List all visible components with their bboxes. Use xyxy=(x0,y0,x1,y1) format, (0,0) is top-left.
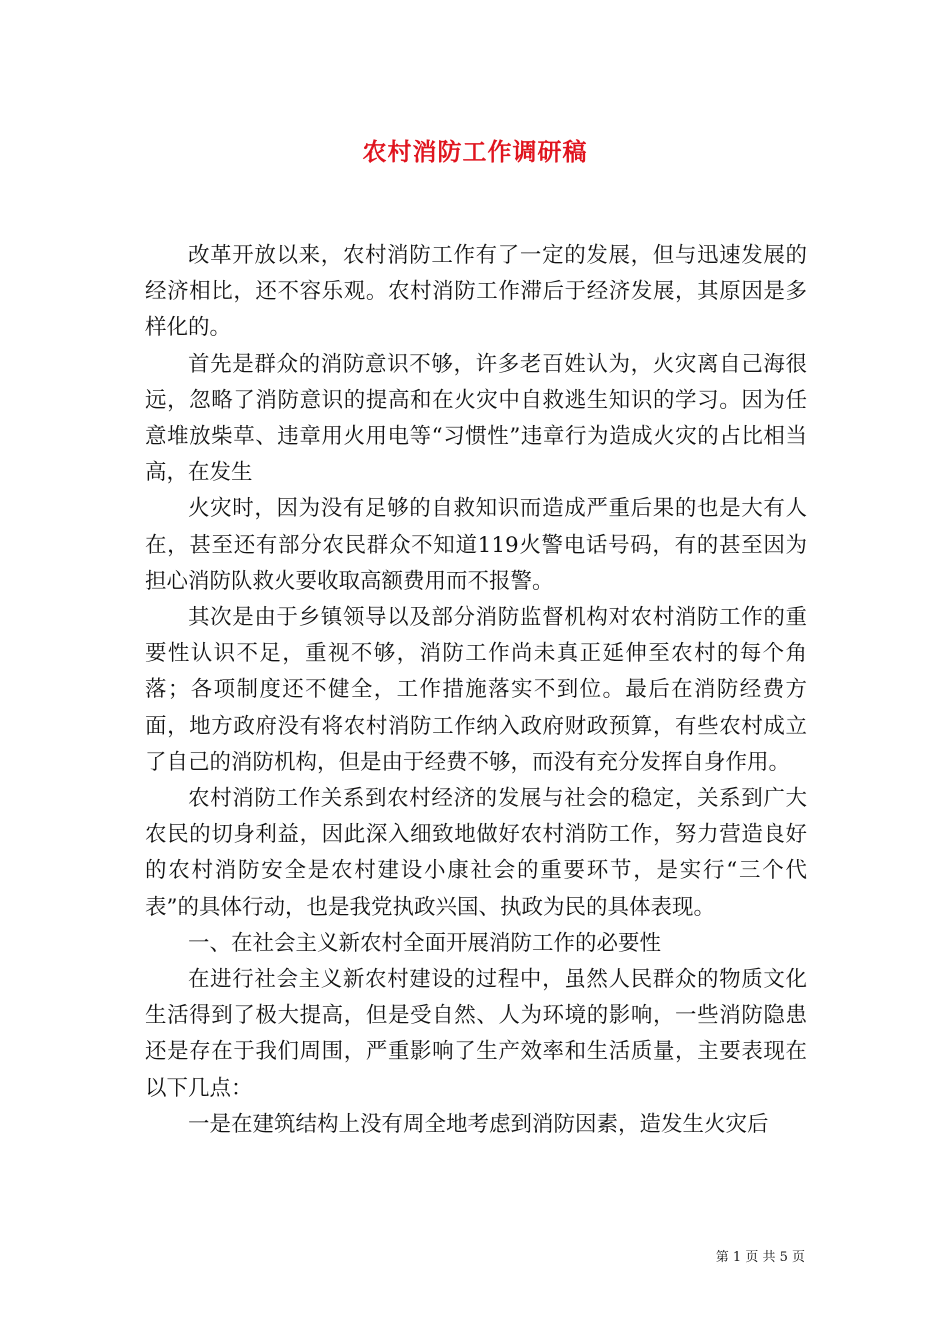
paragraph-hazards: 在进行社会主义新农村建设的过程中，虽然人民群众的物质文化生活得到了极大提高，但是受自然、人为环境的影响，一些消防隐患还是存在于我们周围，严重影响了生产效率和生活质量，主要表现在以下几点： xyxy=(145,967,807,1101)
paragraph-fire-knowledge: 火灾时，因为没有足够的自救知识而造成严重后果的也是大有人在，甚至还有部分农民群众不知道119火警电话号码，有的甚至因为担心消防队救火要收取高额费用而不报警。 xyxy=(145,496,807,594)
paragraph-intro: 改革开放以来，农村消防工作有了一定的发展，但与迅速发展的经济相比，还不容乐观。农村消防工作滞后于经济发展，其原因是多样化的。 xyxy=(145,243,807,341)
paragraph-leadership: 其次是由于乡镇领导以及部分消防监督机构对农村消防工作的重要性认识不足，重视不够，消防工作尚未真正延伸至农村的每个角落；各项制度还不健全，工作措施落实不到位。最后在消防经费方面，地方政府没有将农村消防工作纳入政府财政预算，有些农村成立了自己的消防机构，但是由于经费不够，而没有充分发挥自身作用。 xyxy=(145,605,807,775)
document-title: 农村消防工作调研稿 xyxy=(362,137,588,166)
section-heading: 一、在社会主义新农村全面开展消防工作的必要性 xyxy=(188,930,662,956)
document-body xyxy=(145,238,807,1143)
paragraph-awareness: 首先是群众的消防意识不够，许多老百姓认为，火灾离自己海很远，忽略了消防意识的提高和在火灾中自救逃生知识的学习。因为任意堆放柴草、违章用火用电等“习惯性”违章行为造成火灾的占比相当高，在发生 xyxy=(145,351,807,486)
page-number: 第 1 页 共 5 页 xyxy=(715,1250,805,1265)
paragraph-importance: 农村消防工作关系到农村经济的发展与社会的稳定，关系到广大农民的切身利益，因此深入细致地做好农村消防工作，努力营造良好的农村消防安全是农村建设小康社会的重要环节，是实行“三个代表”的具体行动，也是我党执政兴国、执政为民的具体表现。 xyxy=(145,786,807,920)
paragraph-building: 一是在建筑结构上没有周全地考虑到消防因素，造发生火灾后 xyxy=(188,1111,769,1137)
